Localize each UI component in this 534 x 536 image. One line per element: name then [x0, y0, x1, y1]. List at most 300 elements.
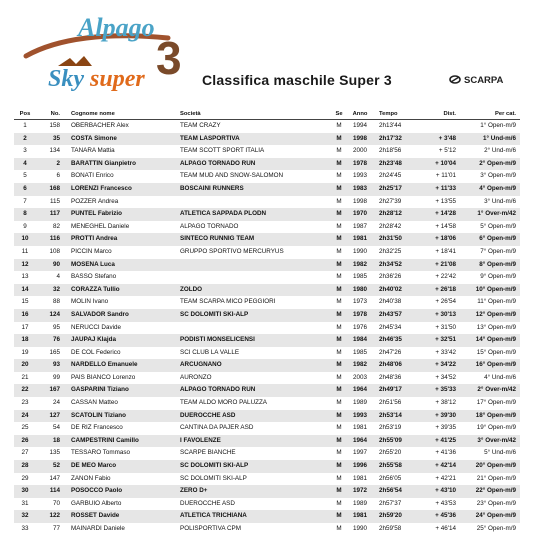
cell-pos: 26 [21, 436, 29, 444]
cell-name: CORAZZA Tullio [71, 285, 120, 293]
cell-club: SCARPE BIANCHE [180, 449, 236, 457]
table-row [14, 485, 520, 498]
cell-club: ALPAGO TORNADO RUN [180, 386, 256, 394]
cell-name: PUNTEL Fabrizio [71, 210, 122, 218]
cell-club: ALPAGO TORNADO RUN [180, 159, 256, 167]
cell-name: BARATTIN Gianpietro [71, 159, 136, 167]
cell-gap: + 42'14 [435, 462, 456, 470]
table-row [14, 447, 520, 460]
cell-sex: M [336, 184, 342, 192]
cell-time: 2h27'39 [379, 197, 402, 205]
cell-gap: + 11'33 [435, 184, 456, 192]
cell-bib: 88 [52, 298, 60, 306]
cell-bib: 134 [49, 147, 60, 155]
cell-name: POSOCCO Paolo [71, 487, 123, 495]
col-header-gap: Dist. [419, 109, 459, 120]
cell-pos: 9 [23, 222, 27, 230]
cell-gap: + 30'13 [435, 310, 456, 318]
cell-category: 15° Open-m/9 [476, 348, 516, 356]
cell-year: 1973 [352, 298, 367, 306]
cell-year: 1998 [352, 134, 367, 142]
cell-category: 22° Open-m/9 [475, 487, 516, 495]
cell-name: DE COL Federico [71, 348, 121, 356]
cell-club [177, 271, 331, 284]
cell-club: TEAM MUD AND SNOW-SALOMON [180, 172, 284, 180]
col-header-time: Tempo [373, 109, 419, 120]
cell-category: 11° Open-m/9 [477, 298, 516, 306]
cell-year: 1983 [352, 184, 367, 192]
cell-category: 21° Open-m/9 [476, 474, 516, 482]
cell-club: ATLETICA TRICHIANA [180, 512, 247, 520]
cell-name: PICCIN Marco [71, 247, 112, 255]
table-row [14, 208, 520, 221]
cell-category: 12° Open-m/9 [475, 310, 516, 318]
cell-time: 2h23'48 [379, 159, 402, 167]
cell-bib: 70 [52, 499, 60, 507]
cell-pos: 33 [21, 525, 29, 532]
cell-category: 23° Open-m/9 [476, 499, 516, 507]
cell-bib: 90 [52, 260, 60, 268]
cell-time: 2h55'58 [379, 462, 402, 470]
cell-gap: + 45'36 [435, 512, 456, 520]
cell-year: 1989 [352, 499, 367, 507]
cell-year: 1978 [352, 310, 367, 318]
cell-club: SCI CLUB LA VALLE [180, 348, 240, 356]
cell-club: SC DOLOMITI SKI-ALP [180, 310, 249, 318]
sponsor-name: SCARPA [464, 75, 504, 86]
table-row [14, 221, 520, 234]
col-header-club: Società [177, 109, 331, 120]
cell-name: CAMPESTRINI Camillo [71, 436, 139, 444]
cell-category: 3° Open-m/9 [480, 172, 516, 180]
cell-category: 9° Open-m/9 [480, 273, 516, 281]
cell-bib: 35 [52, 134, 60, 142]
cell-name: GASPARINI Tiziano [71, 386, 129, 394]
table-row [14, 158, 520, 171]
cell-bib: 32 [52, 285, 60, 293]
cell-bib: 54 [52, 424, 60, 432]
cell-name: OBERBACHER Alex [71, 122, 129, 129]
cell-gap: + 3'48 [438, 134, 456, 142]
table-row [14, 322, 520, 335]
cell-bib: 82 [52, 222, 60, 230]
cell-year: 1976 [352, 323, 367, 331]
cell-gap: + 41'36 [435, 449, 456, 457]
cell-time: 2h48'36 [379, 373, 402, 381]
table-row [14, 397, 520, 410]
cell-sex: M [336, 235, 342, 243]
cell-club: TEAM LASPORTIVA [180, 134, 240, 142]
cell-time: 2h24'45 [379, 172, 402, 180]
cell-pos: 27 [21, 449, 29, 457]
cell-time: 2h17'32 [379, 134, 402, 142]
cell-sex: M [336, 285, 342, 293]
cell-club: GRUPPO SPORTIVO MERCURYUS [180, 247, 284, 255]
cell-bib: 52 [52, 462, 60, 470]
cell-sex: M [336, 247, 342, 255]
cell-pos: 4 [23, 159, 27, 167]
cell-year: 2000 [352, 147, 367, 155]
cell-sex: M [336, 487, 342, 495]
cell-category: 17° Open-m/9 [476, 399, 516, 407]
cell-bib: 93 [52, 361, 60, 369]
cell-category: 1° Over-m/42 [477, 210, 516, 218]
cell-time: 2h13'44 [379, 122, 402, 129]
cell-pos: 8 [23, 210, 27, 218]
cell-gap: + 41'25 [435, 436, 456, 444]
cell-sex: M [336, 386, 342, 394]
cell-pos: 25 [21, 424, 29, 432]
cell-bib: 168 [49, 184, 60, 192]
cell-year: 1994 [352, 122, 367, 129]
cell-sex: M [336, 273, 342, 281]
cell-time: 2h25'17 [379, 184, 402, 192]
cell-club: ZOLDO [180, 285, 203, 293]
cell-category: 5° Open-m/9 [480, 222, 516, 230]
cell-time: 2h56'54 [379, 487, 402, 495]
cell-club: SINTECO RUNNIG TEAM [180, 235, 255, 243]
cell-bib: 124 [49, 310, 60, 318]
cell-sex: M [336, 373, 342, 381]
cell-time: 2h28'42 [379, 222, 402, 230]
cell-name: JAUPAJ Klajda [71, 336, 117, 344]
cell-gap: + 43'53 [435, 499, 456, 507]
table-row [14, 170, 520, 183]
cell-club: DUEROCCHE ASD [180, 411, 236, 419]
table-row [14, 410, 520, 423]
cell-year: 1978 [352, 159, 367, 167]
cell-name: SALVADOR Sandro [71, 310, 129, 318]
cell-gap: + 43'10 [435, 487, 456, 495]
cell-pos: 20 [21, 361, 29, 369]
cell-sex: M [336, 134, 342, 142]
svg-text:super: super [90, 66, 145, 92]
cell-bib: 114 [49, 487, 60, 495]
cell-time: 2h47'26 [379, 348, 402, 356]
cell-gap: + 34'22 [435, 361, 456, 369]
cell-club: CANTINA DA PAJER ASD [180, 424, 254, 432]
cell-time: 2h48'06 [379, 361, 402, 369]
cell-name: POZZER Andrea [71, 197, 119, 205]
cell-club: ARCUGNANO [180, 361, 222, 369]
cell-bib: 116 [49, 235, 60, 243]
cell-year: 1990 [352, 525, 367, 532]
page-header [0, 0, 534, 108]
cell-gap: + 32'51 [435, 336, 456, 344]
cell-name: NARDELLO Emanuele [71, 361, 138, 369]
cell-gap: + 34'52 [435, 373, 456, 381]
cell-sex: M [336, 399, 342, 407]
table-row [14, 259, 520, 272]
cell-gap: + 39'30 [435, 411, 456, 419]
cell-sex: M [336, 298, 342, 306]
cell-sex: M [336, 348, 342, 356]
table-row [14, 183, 520, 196]
cell-year: 1987 [352, 222, 367, 230]
table-row [14, 334, 520, 347]
cell-name: MENEGHEL Daniele [71, 222, 130, 230]
table-row [14, 145, 520, 158]
cell-pos: 2 [23, 134, 27, 142]
cell-pos: 21 [21, 373, 29, 381]
cell-sex: M [336, 449, 342, 457]
cell-time: 2h57'37 [379, 499, 402, 507]
cell-time: 2h56'05 [379, 474, 402, 482]
cell-club: POLISPORTIVA CPM [180, 525, 242, 532]
col-header-name: Cognome nome [68, 109, 177, 120]
cell-pos: 23 [21, 399, 29, 407]
cell-pos: 18 [21, 336, 29, 344]
cell-time: 2h49'17 [379, 386, 402, 394]
col-header-sex: Se [331, 109, 347, 120]
table-row [14, 120, 520, 133]
cell-category: 6° Open-m/9 [479, 235, 516, 243]
cell-sex: M [336, 260, 342, 268]
cell-gap: + 42'21 [435, 474, 456, 482]
cell-pos: 17 [21, 323, 29, 331]
cell-category: 18° Open-m/9 [475, 411, 516, 419]
cell-category: 3° Over-m/42 [477, 436, 516, 444]
cell-bib: 24 [52, 399, 60, 407]
cell-time: 2h51'56 [379, 399, 402, 407]
cell-gap: + 39'35 [435, 424, 456, 432]
cell-gap: + 14'58 [435, 222, 456, 230]
cell-category: 13° Open-m/9 [476, 323, 516, 331]
sponsor-logo [449, 75, 503, 86]
cell-gap: + 26'54 [435, 298, 456, 306]
table-row [14, 372, 520, 385]
cell-gap: + 26'18 [435, 285, 456, 293]
cell-club: AURONZO [180, 373, 212, 381]
cell-time: 2h18'56 [379, 147, 402, 155]
cell-sex: M [336, 159, 342, 167]
cell-bib: 147 [49, 474, 60, 482]
cell-bib: 77 [52, 525, 60, 532]
cell-pos: 16 [21, 310, 29, 318]
cell-sex: M [336, 424, 342, 432]
col-header-category: Per cat. [459, 109, 520, 120]
cell-year: 1989 [352, 399, 367, 407]
cell-year: 1981 [352, 474, 367, 482]
cell-name: PROTTI Andrea [71, 235, 118, 243]
cell-year: 2003 [352, 373, 367, 381]
table-row [14, 233, 520, 246]
cell-bib: 6 [56, 172, 60, 180]
cell-category: 4° Open-m/9 [479, 184, 516, 192]
table-row [14, 271, 520, 284]
cell-time: 2h59'58 [379, 525, 402, 532]
cell-sex: M [336, 172, 342, 180]
cell-gap: + 18'41 [435, 247, 456, 255]
cell-pos: 11 [21, 247, 29, 255]
cell-club: TEAM SCARPA MICO PEGGIORI [180, 298, 276, 306]
cell-name: DE MEO Marco [71, 462, 117, 470]
cell-name: MOSENA Luca [71, 260, 115, 268]
cell-pos: 14 [21, 285, 29, 293]
cell-gap: + 18'06 [435, 235, 456, 243]
svg-text:3: 3 [156, 32, 182, 84]
cell-name: GARBUIO Alberto [71, 499, 122, 507]
cell-club: TEAM SCOTT SPORT ITALIA [180, 147, 265, 155]
table-row [14, 246, 520, 259]
cell-name: TESSARO Tommaso [71, 449, 131, 457]
cell-year: 1964 [352, 436, 367, 444]
cell-pos: 24 [21, 411, 29, 419]
cell-year: 1982 [352, 260, 367, 268]
cell-gap: + 10'04 [435, 159, 456, 167]
table-row [14, 384, 520, 397]
cell-time: 2h53'19 [379, 424, 402, 432]
cell-category: 16° Open-m/9 [475, 361, 516, 369]
cell-category: 14° Open-m/9 [475, 336, 516, 344]
cell-time: 2h31'50 [379, 235, 402, 243]
cell-name: TANARA Mattia [71, 147, 115, 155]
cell-pos: 28 [21, 462, 29, 470]
cell-sex: M [336, 323, 342, 331]
cell-bib: 135 [49, 449, 60, 457]
cell-sex: M [336, 499, 342, 507]
table-row [14, 347, 520, 360]
table-row [14, 296, 520, 309]
cell-name: BONATI Enrico [71, 172, 114, 180]
cell-gap [419, 120, 459, 133]
cell-pos: 5 [23, 172, 27, 180]
cell-sex: M [336, 222, 342, 230]
table-header [14, 109, 520, 120]
table-row [14, 133, 520, 146]
cell-sex: M [336, 474, 342, 482]
cell-year: 1993 [352, 172, 367, 180]
cell-gap: + 21'08 [435, 260, 456, 268]
cell-bib: 122 [49, 512, 60, 520]
cell-category: 24° Open-m/9 [475, 512, 516, 520]
cell-pos: 10 [21, 235, 29, 243]
cell-category: 19° Open-m/9 [476, 424, 516, 432]
cell-time: 2h36'26 [379, 273, 402, 281]
cell-club: ATLETICA SAPPADA PLODN [180, 210, 267, 218]
cell-sex: M [336, 122, 342, 129]
cell-club: I FAVOLENZE [180, 436, 221, 444]
cell-pos: 15 [21, 298, 29, 306]
cell-club [177, 196, 331, 209]
cell-name: ROSSET Davide [71, 512, 120, 520]
cell-category: 2° Open-m/9 [479, 159, 516, 167]
cell-name: PAIS BIANCO Lorenzo [71, 373, 136, 381]
cell-year: 1981 [352, 512, 367, 520]
cell-category: 5° Und-m/6 [484, 449, 516, 457]
cell-club [177, 259, 331, 272]
table-row [14, 510, 520, 523]
table-row [14, 309, 520, 322]
cell-bib: 108 [49, 247, 60, 255]
table-row [14, 523, 520, 536]
cell-year: 1997 [352, 449, 367, 457]
cell-category: 25° Open-m/9 [476, 525, 516, 532]
cell-bib: 167 [49, 386, 60, 394]
event-logo [18, 8, 198, 100]
cell-time: 2h34'52 [379, 260, 402, 268]
cell-sex: M [336, 525, 342, 532]
cell-pos: 22 [21, 386, 29, 394]
cell-name: MOLIN Ivano [71, 298, 109, 306]
cell-bib: 127 [49, 411, 60, 419]
cell-category: 10° Open-m/9 [475, 285, 516, 293]
scarpa-mark-icon [449, 75, 461, 84]
cell-club: ALPAGO TORNADO [180, 222, 239, 230]
cell-sex: M [336, 336, 342, 344]
cell-bib: 115 [49, 197, 60, 205]
cell-category: 2° Und-m/6 [484, 147, 516, 155]
cell-club: SC DOLOMITI SKI-ALP [180, 462, 249, 470]
page-title: Classifica maschile Super 3 [202, 72, 392, 88]
cell-pos: 12 [21, 260, 29, 268]
cell-name: LORENZI Francesco [71, 184, 132, 192]
cell-sex: M [336, 436, 342, 444]
cell-time: 2h43'57 [379, 310, 402, 318]
cell-category: 4° Und-m/6 [484, 373, 516, 381]
svg-text:Alpago: Alpago [78, 13, 155, 42]
cell-category: 2° Over-m/42 [477, 386, 516, 394]
cell-year: 1998 [352, 197, 367, 205]
cell-sex: M [336, 197, 342, 205]
cell-gap: + 31'50 [435, 323, 456, 331]
table-row [14, 422, 520, 435]
cell-year: 1982 [352, 361, 367, 369]
cell-club: ZERO D+ [180, 487, 208, 495]
cell-gap: + 22'42 [435, 273, 456, 281]
cell-year: 1972 [352, 487, 367, 495]
cell-club [177, 322, 331, 335]
cell-gap: + 14'28 [435, 210, 456, 218]
cell-bib: 117 [49, 210, 60, 218]
col-header-year: Anno [347, 109, 373, 120]
table-row [14, 498, 520, 511]
cell-name: MAINARDI Daniele [71, 525, 125, 532]
table-row [14, 196, 520, 209]
cell-time: 2h53'14 [379, 411, 402, 419]
cell-year: 1990 [352, 247, 367, 255]
cell-time: 2h59'20 [379, 512, 402, 520]
cell-sex: M [336, 512, 342, 520]
cell-pos: 13 [21, 273, 29, 281]
cell-pos: 7 [23, 197, 27, 205]
results-table [14, 109, 520, 536]
cell-year: 1981 [352, 424, 367, 432]
cell-name: BASSO Stefano [71, 273, 117, 281]
cell-name: NERUCCI Davide [71, 323, 122, 331]
cell-gap: + 11'01 [435, 172, 456, 180]
cell-pos: 32 [21, 512, 29, 520]
cell-time: 2h55'20 [379, 449, 402, 457]
col-header-no: No. [36, 109, 68, 120]
cell-gap: + 33'42 [435, 348, 456, 356]
cell-bib: 95 [52, 323, 60, 331]
table-row [14, 435, 520, 448]
cell-name: SCATOLIN Tiziano [71, 411, 126, 419]
cell-year: 1985 [352, 273, 367, 281]
cell-time: 2h40'38 [379, 298, 402, 306]
cell-year: 1996 [352, 462, 367, 470]
cell-time: 2h40'02 [379, 285, 402, 293]
col-header-pos: Pos [14, 109, 36, 120]
cell-year: 1985 [352, 348, 367, 356]
cell-time: 2h28'12 [379, 210, 402, 218]
cell-time: 2h32'25 [379, 247, 402, 255]
cell-category: 8° Open-m/9 [479, 260, 516, 268]
cell-pos: 6 [23, 184, 27, 192]
cell-year: 1964 [352, 386, 367, 394]
cell-year: 1993 [352, 411, 367, 419]
